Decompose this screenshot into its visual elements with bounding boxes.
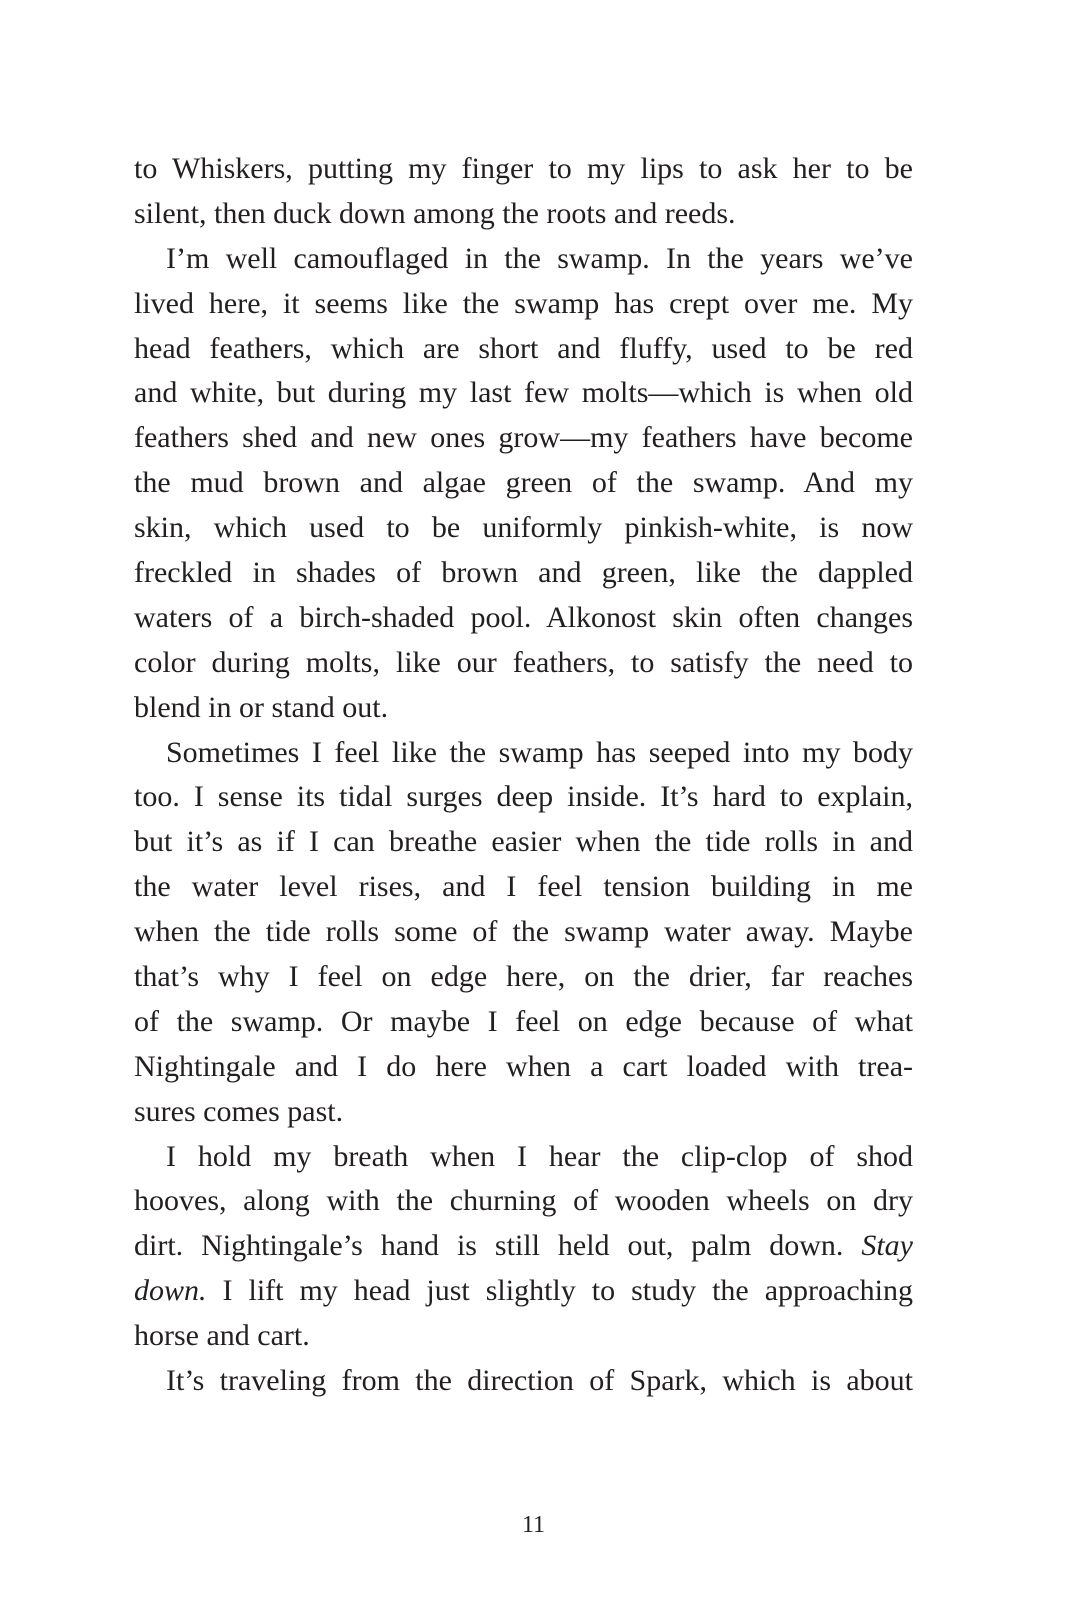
text-line: Nightingale and I do here when a cart loaded with trea- [134, 1049, 913, 1083]
text-line: I hold my breath when I hear the clip-clop of shod [166, 1139, 913, 1173]
text-line: that’s why I feel on edge here, on the drier, far reaches [134, 960, 913, 994]
text-line: the mud brown and algae green of the swamp. And my [134, 466, 913, 500]
text-line: but it’s as if I can breathe easier when the tide rolls in and [134, 825, 913, 859]
text-line: silent, then duck down among the roots and reeds. [134, 196, 736, 230]
text-line [134, 1224, 913, 1269]
text-line: feathers shed and new ones grow—my feathers have become [134, 421, 913, 455]
text-line: sures comes past. [134, 1094, 344, 1128]
italic-text: Stay [861, 1229, 913, 1263]
text-line: color during molts, like our feathers, to satisfy the need to [134, 645, 913, 679]
text-line: skin, which used to be uniformly pinkish-white, is now [134, 511, 913, 545]
text-line: hooves, along with the churning of wooden wheels on dry [134, 1184, 913, 1218]
body-text [134, 147, 913, 1404]
text-line: when the tide rolls some of the swamp water away. Maybe [134, 915, 913, 949]
text-line: too. I sense its tidal surges deep inside. It’s hard to explain, [134, 780, 913, 814]
text-line: I’m well camouflaged in the swamp. In the years we’ve [166, 241, 913, 275]
text-segment: dirt. Nightingale’s hand is still held out, palm down. [134, 1229, 862, 1263]
text-line: horse and cart. [134, 1319, 310, 1353]
text-line: of the swamp. Or maybe I feel on edge because of what [134, 1004, 913, 1038]
text-line [134, 1269, 913, 1314]
text-line: It’s traveling from the direction of Spark, which is about [166, 1364, 913, 1398]
text-line: the water level rises, and I feel tension building in me [134, 870, 913, 904]
italic-text: down. [134, 1274, 207, 1308]
text-line: lived here, it seems like the swamp has crept over me. My [134, 286, 913, 320]
text-line: to Whiskers, putting my finger to my lips to ask her to be [134, 152, 913, 185]
text-line: blend in or stand out. [134, 690, 389, 724]
page-number: 11 [521, 1512, 546, 1538]
text-line: waters of a birch-shaded pool. Alkonost skin often changes [134, 600, 913, 634]
text-line: Sometimes I feel like the swamp has seeped into my body [166, 735, 913, 769]
text-line: freckled in shades of brown and green, like the dappled [134, 556, 913, 590]
text-line: head feathers, which are short and fluffy, used to be red [134, 331, 913, 365]
text-segment: I lift my head just slightly to study the approaching [206, 1274, 913, 1308]
text-line: and white, but during my last few molts—which is when old [134, 376, 913, 410]
